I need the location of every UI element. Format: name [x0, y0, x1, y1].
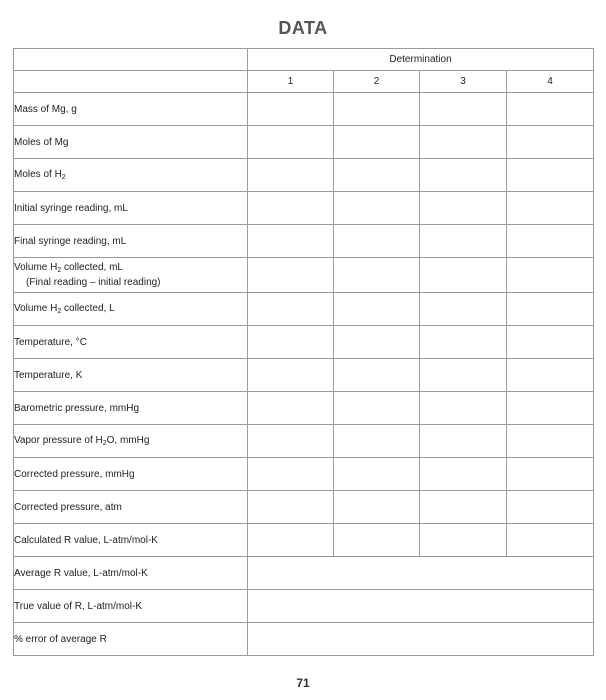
data-cell[interactable] — [507, 225, 594, 258]
row-label-average-r: Average R value, L-atm/mol-K — [14, 557, 248, 590]
data-cell[interactable] — [420, 159, 507, 192]
row-label-corrected-mmhg: Corrected pressure, mmHg — [14, 458, 248, 491]
data-cell[interactable] — [334, 225, 420, 258]
data-cell[interactable] — [507, 524, 594, 557]
data-cell[interactable] — [507, 192, 594, 225]
table-row — [14, 458, 594, 491]
row-label-vapor — [14, 425, 248, 458]
row-label-true-r: True value of R, L-atm/mol-K — [14, 590, 248, 623]
data-cell[interactable] — [334, 293, 420, 326]
row-label-percent-error: % error of average R — [14, 623, 248, 656]
data-cell[interactable] — [420, 93, 507, 126]
data-cell[interactable] — [507, 359, 594, 392]
data-cell[interactable] — [248, 458, 334, 491]
data-cell[interactable] — [248, 491, 334, 524]
table-row — [14, 425, 594, 458]
row-label-temp-k: Temperature, K — [14, 359, 248, 392]
data-cell[interactable] — [420, 192, 507, 225]
data-cell[interactable] — [507, 293, 594, 326]
label-text: collected, mL — [61, 262, 123, 273]
data-cell[interactable] — [507, 159, 594, 192]
merged-data-cell[interactable] — [248, 623, 594, 656]
row-label-final-syringe: Final syringe reading, mL — [14, 225, 248, 258]
data-cell[interactable] — [507, 258, 594, 293]
data-cell[interactable] — [420, 491, 507, 524]
data-cell[interactable] — [334, 392, 420, 425]
data-cell[interactable] — [334, 258, 420, 293]
table-row — [14, 359, 594, 392]
data-cell[interactable] — [507, 392, 594, 425]
data-cell[interactable] — [507, 326, 594, 359]
data-cell[interactable] — [248, 293, 334, 326]
data-cell[interactable] — [420, 524, 507, 557]
data-cell[interactable] — [334, 126, 420, 159]
subscript: 2 — [102, 440, 107, 447]
column-header-4: 4 — [507, 71, 594, 93]
data-cell[interactable] — [334, 458, 420, 491]
data-cell[interactable] — [420, 359, 507, 392]
row-label-temp-c: Temperature, °C — [14, 326, 248, 359]
data-cell[interactable] — [420, 458, 507, 491]
label-text: Volume H — [14, 303, 58, 314]
data-cell[interactable] — [248, 159, 334, 192]
data-cell[interactable] — [248, 359, 334, 392]
label-text: Moles of H — [14, 169, 62, 180]
row-label-volume-ml — [14, 258, 248, 293]
subscript: 2 — [57, 267, 62, 274]
table-row — [14, 93, 594, 126]
data-cell[interactable] — [507, 491, 594, 524]
table-row — [14, 159, 594, 192]
data-cell[interactable] — [248, 93, 334, 126]
row-label-calculated-r: Calculated R value, L-atm/mol-K — [14, 524, 248, 557]
data-cell[interactable] — [248, 225, 334, 258]
table-row — [14, 192, 594, 225]
table-row — [14, 590, 594, 623]
data-cell[interactable] — [420, 293, 507, 326]
data-cell[interactable] — [334, 192, 420, 225]
page-number: 71 — [296, 676, 310, 690]
table-row — [14, 293, 594, 326]
data-cell[interactable] — [248, 258, 334, 293]
label-note: (Final reading – initial reading) — [26, 277, 161, 288]
row-label-initial-syringe: Initial syringe reading, mL — [14, 192, 248, 225]
label-text: O, mmHg — [106, 435, 150, 446]
header-blank-cell — [14, 71, 248, 93]
table-row — [14, 557, 594, 590]
table-row — [14, 623, 594, 656]
data-table — [13, 48, 594, 656]
merged-data-cell[interactable] — [248, 557, 594, 590]
column-header-1: 1 — [248, 71, 334, 93]
data-cell[interactable] — [248, 425, 334, 458]
data-cell[interactable] — [507, 458, 594, 491]
table-row — [14, 225, 594, 258]
table-subheader-row — [14, 71, 594, 93]
row-label-mass-mg: Mass of Mg, g — [14, 93, 248, 126]
table-row — [14, 491, 594, 524]
determination-header: Determination — [248, 49, 594, 71]
data-cell[interactable] — [420, 392, 507, 425]
merged-data-cell[interactable] — [248, 590, 594, 623]
subscript: 2 — [61, 174, 66, 181]
data-cell[interactable] — [507, 425, 594, 458]
data-cell[interactable] — [334, 93, 420, 126]
data-cell[interactable] — [248, 192, 334, 225]
data-cell[interactable] — [420, 326, 507, 359]
label-text: Vapor pressure of H — [14, 435, 103, 446]
data-cell[interactable] — [248, 126, 334, 159]
subscript: 2 — [57, 308, 62, 315]
data-cell[interactable] — [507, 126, 594, 159]
row-label-moles-mg: Moles of Mg — [14, 126, 248, 159]
data-cell[interactable] — [334, 491, 420, 524]
data-cell[interactable] — [420, 225, 507, 258]
table-row — [14, 326, 594, 359]
data-cell[interactable] — [334, 326, 420, 359]
page-title: DATA — [278, 18, 328, 38]
row-label-volume-l — [14, 293, 248, 326]
column-header-3: 3 — [420, 71, 507, 93]
data-cell[interactable] — [248, 326, 334, 359]
data-cell[interactable] — [420, 258, 507, 293]
data-cell[interactable] — [334, 425, 420, 458]
data-cell[interactable] — [420, 126, 507, 159]
data-cell[interactable] — [334, 524, 420, 557]
data-cell[interactable] — [334, 159, 420, 192]
table-row — [14, 392, 594, 425]
header-blank-cell — [14, 49, 248, 71]
row-label-moles-h2 — [14, 159, 248, 192]
table-row — [14, 524, 594, 557]
table-header-row — [14, 49, 594, 71]
data-cell[interactable] — [248, 524, 334, 557]
row-label-barometric: Barometric pressure, mmHg — [14, 392, 248, 425]
row-label-corrected-atm: Corrected pressure, atm — [14, 491, 248, 524]
data-cell[interactable] — [334, 359, 420, 392]
table-row — [14, 126, 594, 159]
table-row — [14, 258, 594, 293]
label-text: Volume H — [14, 262, 58, 273]
data-cell[interactable] — [420, 425, 507, 458]
column-header-2: 2 — [334, 71, 420, 93]
label-text: collected, L — [61, 303, 115, 314]
data-cell[interactable] — [507, 93, 594, 126]
data-cell[interactable] — [248, 392, 334, 425]
